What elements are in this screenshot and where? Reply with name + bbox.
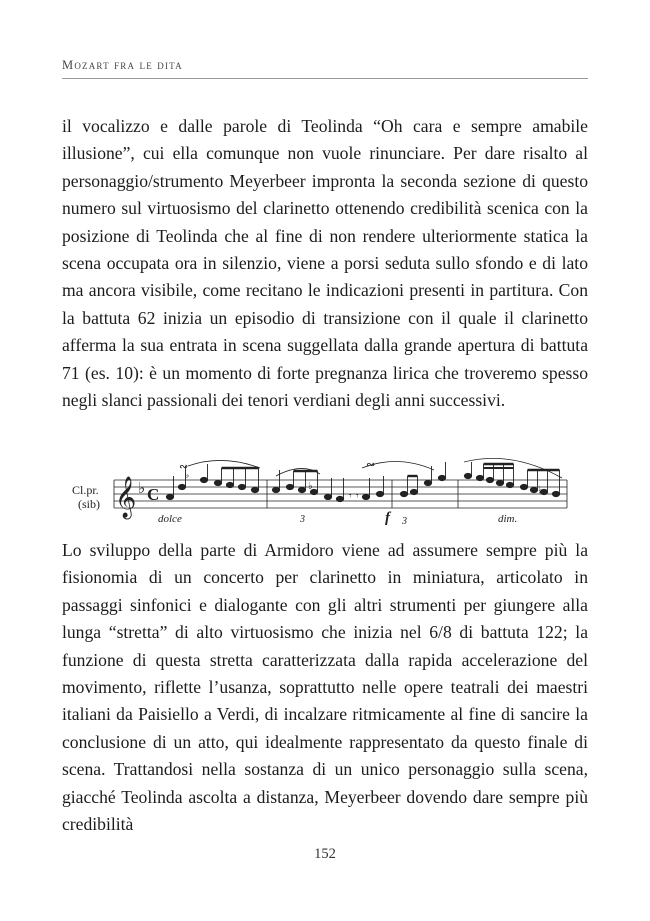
accidental-flat-2: ♭	[538, 485, 543, 496]
rest-2: 𝄾	[356, 491, 359, 502]
instrument-label-1: Cl.pr.	[72, 483, 99, 497]
ornament-flat: ♭	[185, 471, 190, 481]
dynamic-dim: dim.	[498, 513, 518, 525]
measure-4-notes	[464, 462, 559, 497]
treble-clef: 𝄞	[115, 477, 137, 518]
measure-3-notes	[400, 462, 445, 497]
measure-2-notes	[272, 470, 383, 502]
key-signature-flat: ♭	[138, 479, 146, 497]
triplet-mark-1: 3	[300, 514, 305, 525]
slur-2	[276, 468, 320, 476]
music-example	[62, 456, 588, 526]
triplet-mark-2: 3	[402, 516, 407, 526]
running-head: Mozart fra le dita	[62, 58, 183, 72]
accidental-flat-1: ♭	[308, 481, 313, 492]
body-paragraph-1: il vocalizzo e dalle parole di Teolinda “Oh cara e sempre amabile illusione”, cui ella comunque non vuole rinunciare. Per dare risalto al personaggio/strumento Meyerbeer impronta la seconda sezione di questo numero sul virtuosismo del clarinetto ottenendo credibilità scenica con la posizione di Teolinda che al fine di non rendere ulteriormente statica la scena occupata ora in silenzio, viene a porsi seduta sullo sfondo e di lato ma ancora visibile, come recitano le indicazioni presenti in partitura. Con la battuta 62 inizia un episodio di transizione con il quale il clarinetto afferma la sua entrata in scena suggellata dalla grande apertura di battuta 71 (es. 10): è un momento di forte pregnanza lirica che troveremo spesso negli slanci passionali dei tenori verdiani degli anni successivi.	[62, 116, 588, 411]
turn-ornament-2: ∾	[366, 458, 376, 471]
dynamic-dolce: dolce	[158, 513, 182, 525]
page-number: 152	[314, 846, 336, 862]
dynamic-forte: f	[385, 510, 390, 526]
rest-1: 𝄾	[349, 491, 352, 502]
turn-ornament-1: ∾	[179, 460, 189, 473]
body-paragraph-2: Lo sviluppo della parte di Armidoro viene ad assumere sempre più la fisionomia di un concerto per clarinetto in miniatura, articolato in passaggi sinfonici e dialogante con gli altri strumenti per giungere alla lunga “stretta” di alto virtuosismo che inizia nel 6/8 di battuta 122; la funzione di questa stretta caratterizzata dalla rapida accelerazione del movimento, riflette l’usanza, soprattutto nelle opere teatrali dei maestri italiani da Paisiello a Verdi, di incalzare ritmicamente al fine di sancire la conclusione di un atto, qui idealmente rappresentato da questo finale di scena. Trattandosi nella sostanza di un unico personaggio sulla scena, giacché Teolinda ascolta a distanza, Meyerbeer dovendo dare sempre più credibilità	[62, 540, 588, 835]
music-staff-figure	[62, 456, 588, 526]
instrument-label-2: (sib)	[78, 497, 100, 511]
header-rule	[62, 78, 588, 79]
time-signature: C	[147, 485, 160, 504]
